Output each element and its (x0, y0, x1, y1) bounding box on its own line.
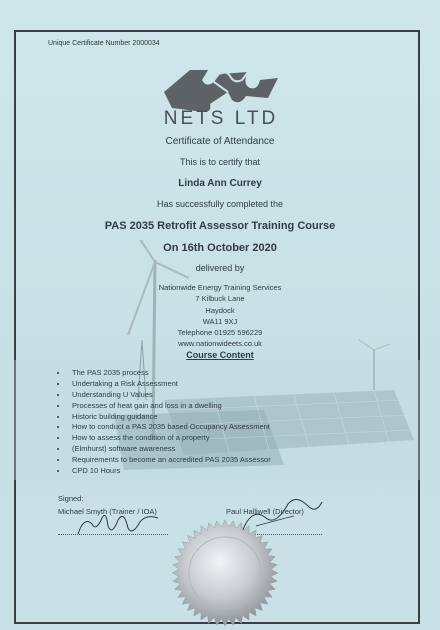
foil-seal-icon (170, 518, 280, 628)
signatory-trainer: Michael Smyth (Trainer / IOA) (58, 507, 157, 516)
provider-town: Haydock (205, 306, 235, 315)
provider-name: Nationwide Energy Training Services (158, 283, 282, 292)
course-content-title: Course Content (186, 350, 254, 360)
list-item: • How to assess the condition of a property (68, 433, 271, 444)
delivered-by-label: delivered by (195, 263, 245, 273)
certificate-number: Unique Certificate Number 2000034 (48, 40, 160, 47)
course-title: PAS 2035 Retrofit Assessor Training Course (104, 220, 336, 232)
course-content-list (58, 368, 271, 477)
list-item: • Historic building guidance (68, 412, 271, 423)
trainer-signature-line (58, 534, 168, 535)
course-date: On 16th October 2020 (163, 242, 277, 254)
list-item: • Requirements to become an accredited PAS 2035 Assessor (68, 455, 271, 466)
certificate-heading: Certificate of Attendance (165, 136, 275, 147)
brand-name: NETS LTD (163, 108, 279, 129)
signatory-director: Paul Halliwell (Director) (226, 507, 304, 516)
provider-website: www.nationwideets.co.uk (178, 339, 262, 348)
list-item: • Processes of heat gain and loss in a dwelling (68, 401, 271, 412)
recipient-name: Linda Ann Currey (178, 178, 262, 189)
provider-postcode: WA11 9XJ (202, 317, 238, 326)
list-item: • The PAS 2035 process (68, 368, 271, 379)
completed-line: Has successfully completed the (156, 199, 284, 209)
list-item: • How to conduct a PAS 2035 based Occupancy Assessment (68, 422, 271, 433)
provider-phone: Telephone 01925 596229 (177, 328, 263, 337)
list-item: • CPD 10 Hours (68, 466, 271, 477)
certify-line: This is to certify that (179, 157, 261, 167)
signed-label: Signed: (58, 494, 84, 503)
list-item: • (Elmhurst) software awareness (68, 444, 271, 455)
list-item: • Undertaking a Risk Assessment (68, 379, 271, 390)
list-item: • Understanding U Values (68, 390, 271, 401)
provider-street: 7 Kilbuck Lane (195, 294, 245, 303)
